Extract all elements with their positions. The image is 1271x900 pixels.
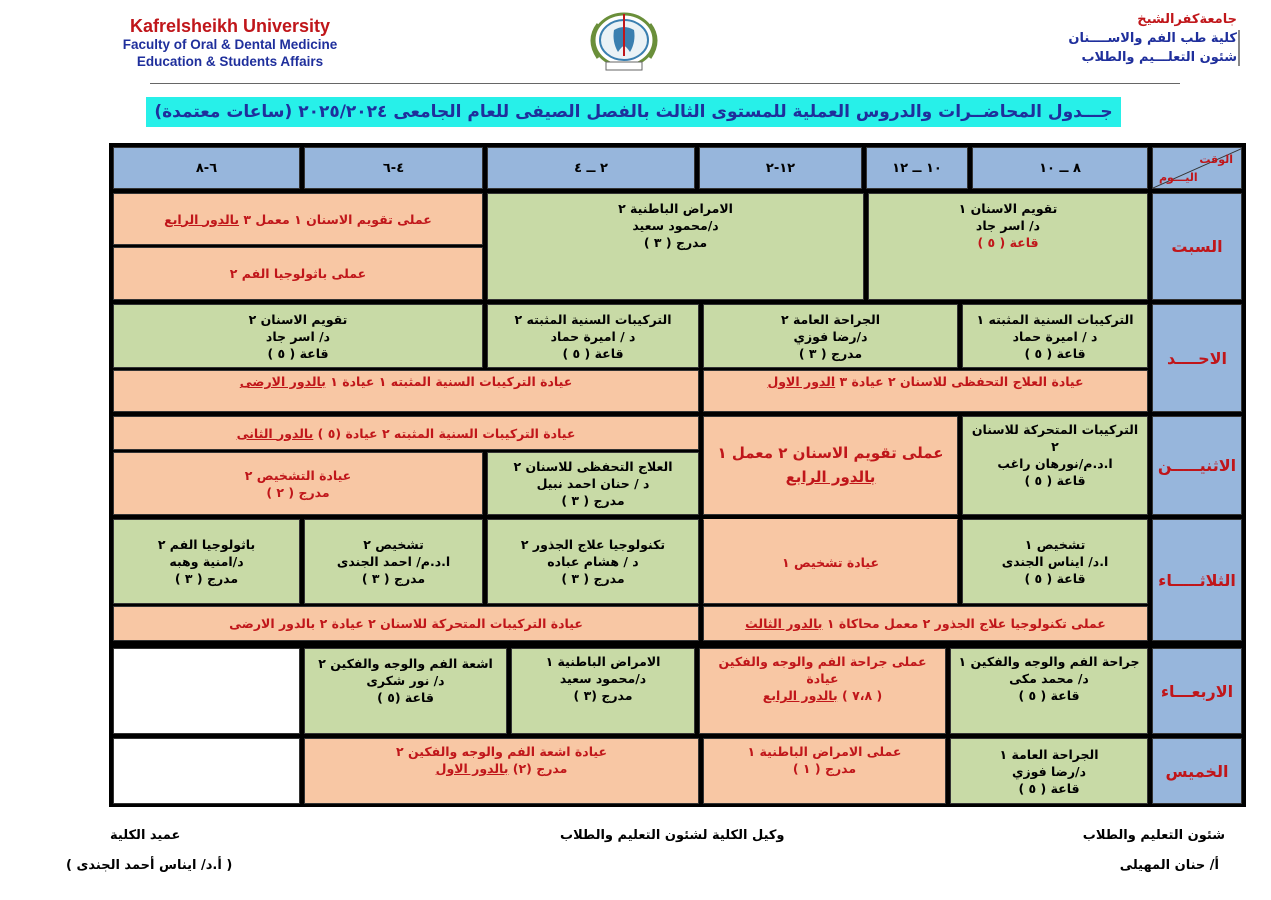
course-name: جراحة الفم والوجه والفكين ١ [958, 654, 1140, 669]
corner-header [1152, 147, 1242, 189]
clinic-session: عيادة اشعة الفم والوجه والفكين ٢ [395, 744, 608, 759]
schedule-cell [511, 648, 695, 734]
clinic-floor: بالدور الاول [435, 761, 509, 776]
room-label: مدرج (٢) [512, 761, 568, 776]
clinic-session: عيادة التركيبات المتحركة للاسنان ٢ عيادة ٢ بالدور الارضى [229, 616, 583, 631]
course-name: الامراض الباطنية ٢ [618, 201, 733, 216]
clinic-session: عيادة تشخيص ١ [781, 555, 880, 570]
schedule-cell [487, 304, 699, 368]
corner-time-label: الوقت [1199, 153, 1233, 166]
clinic-session-text: عيادة العلاج التحفظى للاسنان ٢ عيادة ٣ [839, 374, 1084, 389]
lecturer-name: د/ نور شكرى [366, 673, 445, 688]
lab-floor: بالدور الرابع [762, 688, 838, 703]
lecturer-name: ا.د.م/ احمد الجندى [336, 554, 451, 569]
course-name: تشخيص ٢ [363, 537, 424, 552]
clinic-session [237, 425, 576, 442]
schedule-cell [962, 304, 1148, 368]
time-header: ٦-٨ [113, 147, 300, 189]
lecturer-name: د/ اسر جاد [265, 328, 331, 344]
faculty-logo [578, 10, 670, 72]
lecturer-name: د / اميرة حماد [550, 328, 636, 344]
lab-location: بالدور الرابع [164, 211, 240, 227]
lecturer-name: د / اميرة حماد [1012, 328, 1098, 344]
schedule-cell [962, 519, 1148, 604]
schedule-cell [703, 416, 958, 515]
course-name: تشخيص ١ [1024, 537, 1086, 552]
schedule-cell [703, 370, 1148, 412]
course-name: باثولوجيا الفم ٢ [157, 537, 256, 552]
schedule-cell [703, 304, 958, 368]
lecturer-name: د/امنية وهبه [169, 554, 244, 569]
clinic-session: عيادة التشخيص ٢ [244, 467, 352, 483]
schedule-cell [113, 416, 699, 450]
schedule-cell [487, 193, 864, 300]
room-label: مدرج ( ١ ) [792, 761, 857, 776]
room-label: مدرج ( ٣ ) [798, 345, 863, 361]
schedule-cell [113, 606, 699, 641]
day-sunday: الاحــــد [1152, 304, 1242, 412]
lab-location: بالدور الثالث [745, 616, 823, 631]
time-header: ١٠ ــ ١٢ [866, 147, 968, 189]
course-name: العلاج التحفظى للاسنان ٢ [513, 459, 673, 474]
time-header: ٢ ــ ٤ [487, 147, 695, 189]
schedule-cell [703, 606, 1148, 641]
faculty-name-ar: كلية طب الفم والاســــنان [1068, 31, 1237, 46]
header-divider-vertical [1238, 30, 1240, 66]
schedule-cell [113, 247, 483, 300]
lecturer-name: د/محمود سعيد [559, 671, 647, 686]
course-name: اشعة الفم والوجه والفكين ٢ [318, 656, 493, 671]
schedule-title: جـــدول المحاضــرات والدروس العملية للمستوى الثالث بالفصل الصيفى للعام الجامعى ٢٠٢٥/٢٠٢٤ (ساعات معتمدة) [146, 97, 1121, 127]
schedule-cell [703, 738, 946, 804]
schedule-cell [304, 738, 699, 804]
day-thursday: الخميس [1152, 738, 1242, 804]
schedule-cell [950, 738, 1148, 804]
clinic-location: بالدور الثانى [236, 425, 314, 441]
footer-vice-dean-title: وكيل الكلية لشئون التعليم والطلاب [560, 828, 785, 843]
course-name: تقويم الاسنان ١ [958, 201, 1058, 216]
lecturer-name: ا.د/ ايناس الجندى [1001, 554, 1109, 569]
lecturer-name: د/رضا فوزي [1012, 763, 1086, 779]
room-label: قاعة ( ٥ ) [1024, 345, 1086, 361]
empty-cell [113, 738, 300, 804]
schedule-cell [304, 648, 507, 734]
day-monday: الاثنيـــــن [1152, 416, 1242, 515]
lab-session: عملى باثولوجيا الفم ٢ [229, 266, 367, 281]
header-divider [150, 83, 1180, 84]
room-label: قاعة ( ٥ ) [977, 235, 1039, 250]
course-name: الجراحة العامة ١ [999, 746, 1099, 762]
clinic-session [240, 373, 572, 390]
room-label: مدرج ( ٣ ) [561, 493, 625, 508]
room-label: مدرج ( ٣ ) [643, 235, 708, 250]
lecturer-name: ا.د.م/نورهان راغب [997, 456, 1113, 471]
room-label: مدرج ( ٣ ) [174, 571, 239, 586]
lecturer-name: د / هشام عباده [547, 554, 639, 569]
schedule-cell [113, 193, 483, 245]
schedule-cell [962, 416, 1148, 515]
lab-session: عملى الامراض الباطنية ١ [747, 744, 902, 759]
time-header: ٤-٦ [304, 147, 483, 189]
lab-session-text: عملى تكنولوجيا علاج الجذور ٢ معمل محاكاة ١ [826, 616, 1106, 631]
schedule-cell [868, 193, 1148, 300]
time-header: ٨ ــ ١٠ [972, 147, 1148, 189]
clinic-session-text: عيادة التركيبات السنية المثبته ١ عيادة ١ [330, 374, 573, 389]
room-label: قاعة ( ٥ ) [1018, 688, 1080, 703]
lab-session-text: عملى تقويم الاسنان ١ معمل ٣ [243, 211, 432, 227]
schedule-cell [113, 452, 483, 515]
schedule-cell [113, 519, 300, 604]
header-english [92, 16, 368, 70]
day-saturday: السبت [1152, 193, 1242, 300]
lab-location: بالدور الرابع [785, 468, 876, 486]
clinic-session-text: عيادة التركيبات السنية المثبته ٢ عيادة (٥ ) [317, 425, 576, 441]
footer-affairs-name: أ/ حنان المهيلى [1119, 858, 1219, 873]
lab-session [164, 211, 432, 228]
clinic-location [436, 760, 568, 777]
affairs-name-en: Education & Students Affairs [136, 54, 324, 69]
university-name-ar: جامعةكفرالشيخ [1137, 12, 1237, 27]
room-label: قاعة (٥ ) [377, 690, 434, 705]
day-tuesday: الثلاثـــــاء [1152, 519, 1242, 641]
course-name: التركيبات السنية المثبته ١ [976, 311, 1134, 327]
course-name: تكنولوجيا علاج الجذور ٢ [520, 537, 666, 552]
room-label: قاعة ( ٥ ) [1024, 473, 1086, 488]
schedule-cell [703, 519, 958, 604]
course-name: الجراحة العامة ٢ [780, 311, 881, 327]
lecturer-name: د / حنان احمد نبيل [536, 476, 650, 491]
header-arabic [1017, 10, 1237, 67]
affairs-name-ar: شئون التعلـــيم والطلاب [1081, 50, 1237, 65]
schedule-cell [304, 519, 483, 604]
lab-session [745, 615, 1106, 632]
schedule-cell [699, 648, 946, 734]
lab-session: عملى تقويم الاسنان ٢ معمل ١ [717, 444, 944, 462]
room-label: مدرج ( ٣ ) [361, 571, 426, 586]
schedule-cell [487, 452, 699, 515]
faculty-name-en: Faculty of Oral & Dental Medicine [122, 37, 338, 52]
footer-affairs-title: شئون التعليم والطلاب [1082, 828, 1225, 843]
clinic-session [767, 373, 1083, 390]
clinic-numbers: ( ٧،٨ ) [842, 688, 883, 703]
room-label: قاعة ( ٥ ) [1024, 571, 1086, 586]
clinic-location: بالدور الارضى [239, 374, 326, 389]
time-header: ١٢-٢ [699, 147, 862, 189]
lab-location [763, 687, 882, 704]
footer-dean-name: ( أ.د/ ايناس أحمد الجندى ) [66, 858, 233, 873]
course-name: التركيبات السنية المثبته ٢ [514, 311, 672, 327]
course-name: التركيبات المتحركة للاسنان ٢ [971, 422, 1139, 454]
clinic-location: الدور الاول [767, 374, 836, 389]
room-label: مدرج (٣ ) [573, 688, 633, 703]
schedule-cell [113, 370, 699, 412]
empty-cell [113, 648, 300, 734]
day-wednesday: الاربعـــاء [1152, 648, 1242, 734]
corner-day-label: اليـــوم [1159, 171, 1198, 184]
lab-session: عملى جراحة الفم والوجه والفكين عيادة [718, 654, 927, 686]
lecturer-name: د/ محمد مكى [1009, 671, 1089, 686]
lecturer-name: د/رضا فوزي [793, 328, 868, 344]
room-label: مدرج ( ٢ ) [266, 484, 330, 500]
schedule-cell [487, 519, 699, 604]
course-name: الامراض الباطنية ١ [545, 654, 661, 669]
room-label: قاعة ( ٥ ) [1018, 780, 1080, 796]
lecturer-name: د/محمود سعيد [632, 218, 719, 233]
lecturer-name: د/ اسر جاد [975, 218, 1041, 233]
room-label: قاعة ( ٥ ) [267, 345, 329, 361]
course-name: تقويم الاسنان ٢ [248, 311, 348, 327]
schedule-cell [950, 648, 1148, 734]
room-label: قاعة ( ٥ ) [562, 345, 624, 361]
university-name-en: Kafrelsheikh University [129, 16, 331, 36]
footer-dean-title: عميد الكلية [110, 828, 181, 843]
schedule-cell [113, 304, 483, 368]
room-label: مدرج ( ٣ ) [561, 571, 625, 586]
